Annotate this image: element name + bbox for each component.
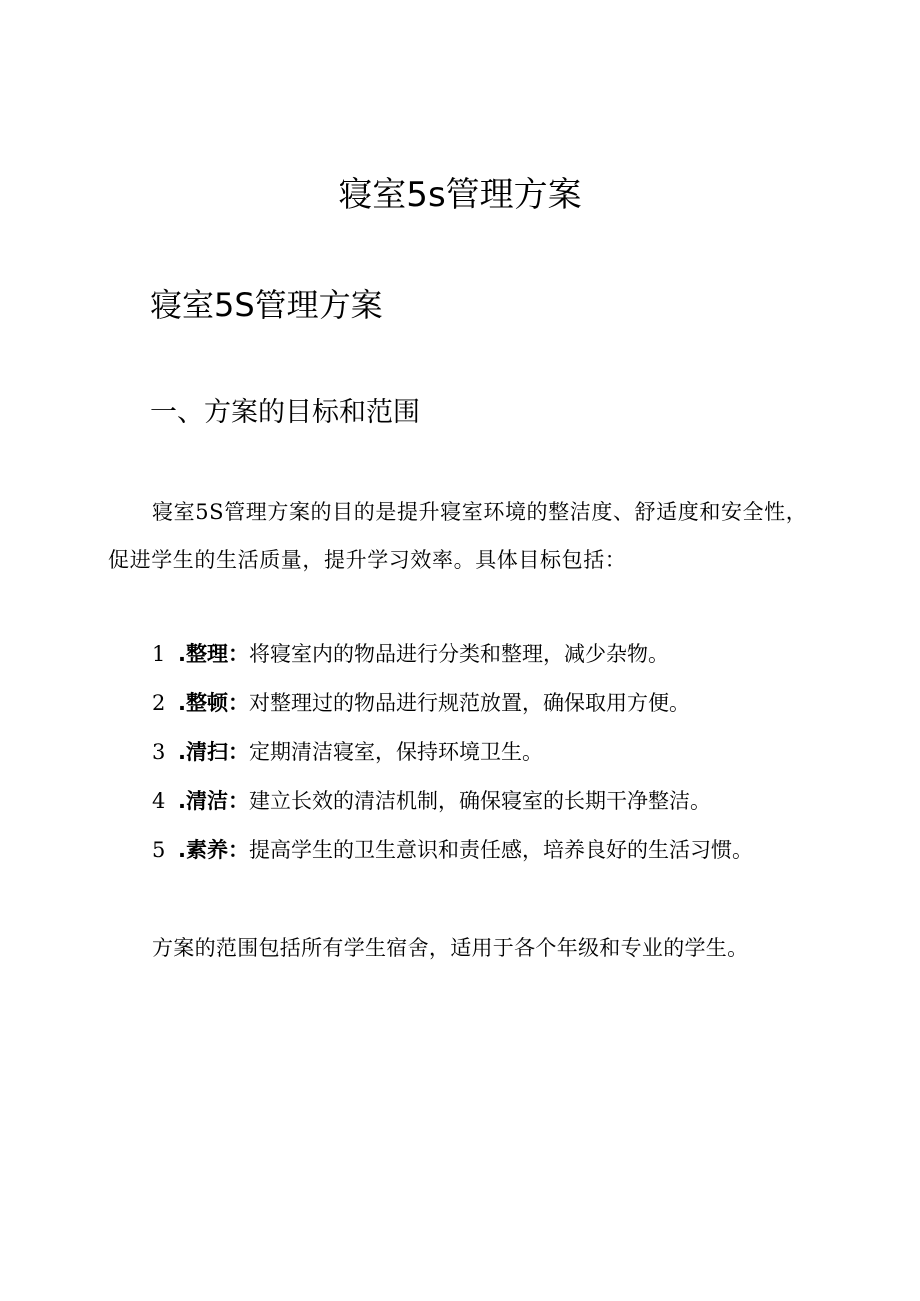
goal-description: 建立长效的清洁机制，确保寝室的长期干净整洁。 xyxy=(248,789,711,813)
intro-paragraph: 寝室5S管理方案的目的是提升寝室环境的整洁度、舒适度和安全性，促进学生的生活质量，提升学习效率。具体目标包括： xyxy=(108,500,808,572)
goal-number: 4 xyxy=(152,789,166,813)
goal-term: .清洁： xyxy=(178,789,249,813)
goal-number: 1 xyxy=(152,642,166,666)
goal-term: .整顿： xyxy=(178,691,249,715)
document-title: 寝室5s管理方案 xyxy=(338,175,582,215)
section-title: 寝室5S管理方案 xyxy=(150,286,383,324)
goal-term: .素养： xyxy=(178,838,249,862)
goal-item-set-in-order xyxy=(152,679,753,728)
goal-description: 对整理过的物品进行规范放置，确保取用方便。 xyxy=(248,691,690,715)
goal-item-standardize xyxy=(152,777,753,826)
goal-description: 提高学生的卫生意识和责任感，培养良好的生活习惯。 xyxy=(248,838,753,862)
goal-item-sort xyxy=(152,630,753,679)
heading-goals-and-scope: 一、方案的目标和范围 xyxy=(150,397,420,428)
goal-item-shine xyxy=(152,728,753,777)
scope-paragraph: 方案的范围包括所有学生宿舍，适用于各个年级和专业的学生。 xyxy=(152,936,749,960)
goal-description: 将寝室内的物品进行分类和整理，减少杂物。 xyxy=(248,642,669,666)
goal-term: .整理： xyxy=(178,642,249,666)
goal-term: .清扫： xyxy=(178,740,249,764)
goal-number: 3 xyxy=(152,740,166,764)
goal-description: 定期清洁寝室，保持环境卫生。 xyxy=(248,740,543,764)
goal-item-sustain xyxy=(152,826,753,875)
goal-list xyxy=(152,630,753,875)
goal-number: 2 xyxy=(152,691,166,715)
goal-number: 5 xyxy=(152,838,166,862)
